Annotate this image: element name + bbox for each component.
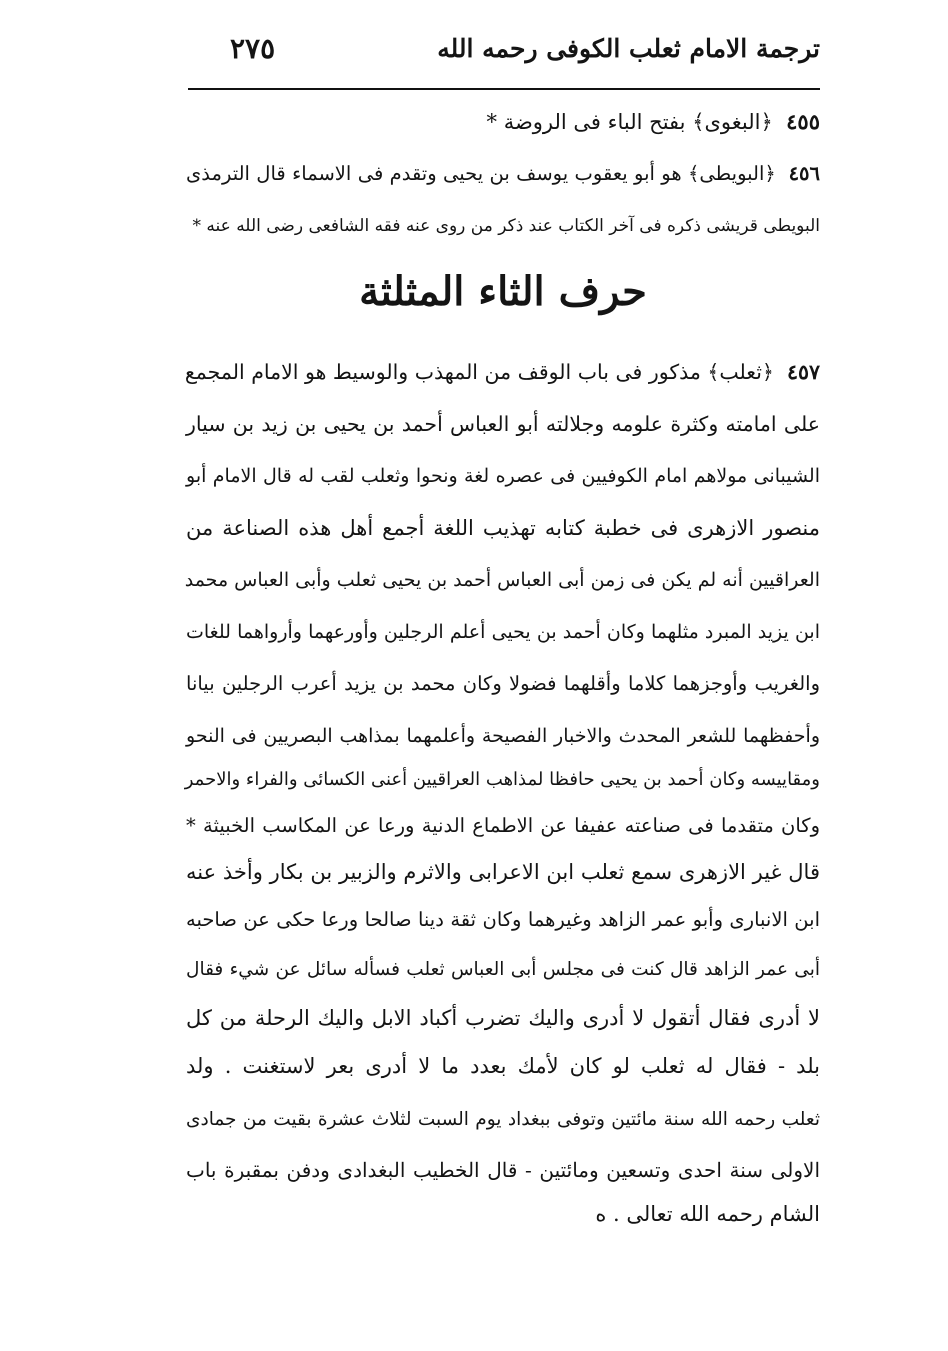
- body-line: الاولى سنة احدى وتسعين ومائتين - قال الخطيب البغدادى ودفن بمقبرة باب: [186, 1158, 820, 1182]
- body-line-last: الشام رحمه الله تعالى . ه: [595, 1202, 820, 1226]
- body-line: وأحفظهما للشعر المحدث والاخبار الفصيحة وأعلمهما بمذاهب البصريين فى النحو: [186, 725, 820, 747]
- body-line: ابن يزيد المبرد مثلهما وكان أحمد بن يحيى أعلم الرجلين وأورعهما وأرواهما للغات: [186, 621, 820, 643]
- entry-456-line-1: [186, 154, 820, 194]
- entry-text: ﴿البغوى﴾ بفتح الباء فى الروضة *: [486, 110, 773, 134]
- body-line: العراقيين أنه لم يكن فى زمن أبى العباس أحمد بن يحيى ثعلب وأبى العباس محمد: [184, 569, 820, 591]
- body-line: منصور الازهرى فى خطبة كتابه تهذيب اللغة أجمع أهل هذه الصناعة من: [186, 516, 820, 540]
- body-line: وكان متقدما فى صناعته عفيفا عن الاطماع الدنية ورعا عن المكاسب الخبيثة *: [186, 814, 820, 837]
- body-line: ابن الانبارى وأبو عمر الزاهد وغيرهما وكان ثقة دينا صالحا ورعا حكى عن صاحبه: [186, 908, 820, 931]
- section-heading: حرف الثاء المثلثة: [359, 268, 647, 315]
- body-line: الشيبانى مولاهم امام الكوفيين فى عصره لغة ونحوا وثعلب لقب له قال الامام أبو: [186, 465, 820, 487]
- body-line: أبى عمر الزاهد قال كنت فى مجلس أبى العباس ثعلب فسأله سائل عن شيء فقال: [186, 959, 820, 980]
- body-line: بلد - فقال له ثعلب لو كان لأمك بعدد ما لا أدرى بعر لاستغنت . ولد: [186, 1054, 820, 1078]
- body-line: والغريب وأوجزهما كلاما وأقلهما فضولا وكان محمد بن يزيد أعرب الرجلين بيانا: [186, 672, 820, 695]
- entry-456-line-2: البويطى قريشى ذكره فى آخر الكتاب عند ذكر من روى عنه فقه الشافعى رضى الله عنه *: [192, 216, 820, 236]
- body-line: على امامته وكثرة علومه وجلالته أبو العباس أحمد بن يحيى بن زيد بن سيار: [186, 412, 820, 436]
- entry-text: ﴿البويطى﴾ هو أبو يعقوب يوسف بن يحيى وتقدم فى الاسماء قال الترمذى: [186, 162, 776, 185]
- body-line: ثعلب رحمه الله سنة مائتين وتوفى ببغداد يوم السبت لثلاث عشرة بقيت من جمادى: [186, 1109, 820, 1130]
- entry-text: ﴿ثعلب﴾ مذكور فى باب الوقف من المهذب والوسيط هو الامام المجمع: [184, 360, 774, 384]
- page-header: [190, 30, 820, 80]
- entry-number: ٤٥٦: [788, 162, 820, 185]
- entry-457-line-1: [186, 352, 820, 392]
- body-line: قال غير الازهرى سمع ثعلب ابن الاعرابى والاثرم والزبير بن بكار وأخذ عنه: [186, 860, 820, 884]
- body-line: ومقاييسه وكان أحمد بن يحيى حافظا لمذاهب العراقيين أعنى الكسائى والفراء والاحمر: [184, 769, 820, 790]
- entry-455-line-1: [186, 102, 820, 142]
- running-title: ترجمة الامام ثعلب الكوفى رحمه الله: [437, 34, 820, 63]
- page-number: ٢٧٥: [230, 32, 276, 65]
- entry-number: ٤٥٥: [786, 109, 820, 134]
- body-line: لا أدرى فقال أتقول لا أدرى واليك تضرب أكباد الابل واليك الرحلة من كل: [186, 1006, 820, 1030]
- header-rule: [188, 88, 820, 90]
- entry-number: ٤٥٧: [786, 360, 820, 384]
